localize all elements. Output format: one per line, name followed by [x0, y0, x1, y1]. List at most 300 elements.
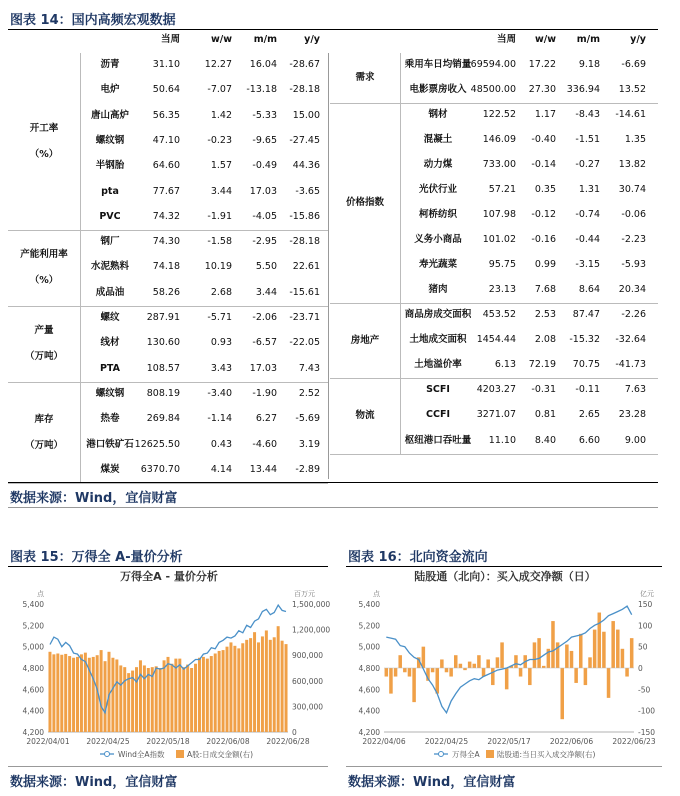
bar-mark	[115, 659, 118, 732]
cell-ww: 3.44	[210, 185, 232, 197]
cell-current: 64.60	[152, 160, 180, 172]
group-label	[330, 65, 400, 91]
bar-mark	[533, 642, 537, 668]
left-tick-label: 4,400	[358, 706, 380, 716]
cell-ww: 3.43	[210, 362, 232, 374]
bar-mark	[64, 654, 67, 732]
bar-mark	[76, 657, 79, 732]
right-tick-label: 0	[292, 728, 297, 737]
x-tick-label: 2022/05/17	[487, 737, 531, 746]
cell-yy: 7.63	[624, 384, 646, 395]
bar-mark	[56, 653, 59, 732]
legend-line-label: 万得全A	[452, 750, 480, 759]
cell-yy: 3.19	[298, 438, 320, 450]
left-tick-label: 4,800	[358, 664, 380, 673]
group-label	[8, 242, 80, 294]
cell-yy: 7.43	[298, 362, 320, 374]
bar-mark	[237, 648, 240, 732]
bar-mark	[198, 658, 201, 732]
row-label: 土地成交面积	[409, 334, 467, 345]
bar-mark	[611, 621, 615, 668]
row-label: 光伏行业	[418, 184, 457, 195]
cell-current: 23.13	[488, 284, 516, 295]
cell-mm: 1.31	[578, 184, 600, 195]
table-header-cur: 当周	[160, 34, 180, 45]
group-label	[330, 328, 400, 354]
chart15-bottom-rule	[8, 766, 328, 767]
group-column-divider	[80, 53, 81, 483]
bar-mark	[174, 659, 177, 732]
cell-yy: -2.89	[295, 463, 320, 475]
chart16-source: 数据来源：Wind，宜信财富	[348, 775, 516, 790]
bar-mark	[194, 664, 197, 732]
bar-mark	[269, 640, 272, 732]
right-unit: 亿元	[640, 590, 654, 598]
bar-mark	[440, 659, 444, 668]
bar-mark	[519, 668, 523, 677]
cell-yy: -2.23	[621, 234, 646, 245]
cell-current: 57.21	[488, 184, 516, 195]
chart15-title: 图表 15：万得全 A-量价分析	[10, 550, 183, 565]
group-label-line: 价格指数	[345, 197, 384, 208]
bar-mark	[598, 613, 602, 668]
table-source: 数据来源：Wind，宜信财富	[10, 491, 178, 506]
left-tick-label: 5,400	[22, 600, 44, 609]
row-label: PVC	[99, 210, 121, 222]
row-label: pta	[101, 185, 119, 197]
bar-mark	[210, 656, 213, 732]
cell-current: 56.35	[152, 109, 180, 121]
cell-mm: 336.94	[566, 84, 600, 95]
row-label: 半钢胎	[95, 160, 125, 172]
bar-mark	[537, 638, 541, 668]
cell-current: 808.19	[146, 387, 180, 399]
row-label: 钢厂	[100, 236, 120, 248]
row-label: 土地溢价率	[414, 359, 462, 370]
right-unit: 百万元	[294, 590, 315, 598]
group-label	[8, 407, 80, 459]
cell-current: 733.00	[482, 159, 516, 170]
cell-mm: 8.64	[578, 284, 600, 295]
group-label-line: （万吨）	[24, 350, 63, 362]
cell-ww: -0.23	[207, 134, 232, 146]
row-label: 螺纹钢	[95, 387, 125, 399]
cell-ww: 7.68	[534, 284, 556, 295]
bar-mark	[48, 652, 51, 732]
bar-mark	[186, 665, 189, 732]
cell-mm: -6.57	[252, 337, 277, 349]
cell-mm: -1.51	[575, 134, 600, 145]
legend-bar-swatch	[486, 750, 494, 758]
right-tick-label: 0	[638, 664, 643, 673]
cell-ww: 0.99	[534, 259, 556, 270]
left-unit: 点	[37, 590, 44, 598]
right-tick-label: 50	[638, 642, 648, 652]
cell-current: 287.91	[146, 312, 180, 323]
bar-mark	[496, 657, 500, 668]
bar-mark	[394, 668, 398, 677]
bar-mark	[570, 651, 574, 668]
bar-mark	[389, 668, 393, 694]
cell-yy: 44.36	[292, 160, 320, 172]
bar-mark	[473, 664, 477, 668]
cell-mm: 5.50	[255, 261, 277, 273]
bar-mark	[135, 667, 138, 732]
bar-mark	[190, 668, 193, 732]
cell-yy: -32.64	[615, 334, 646, 345]
row-label: 动力煤	[423, 159, 453, 170]
cell-ww: -7.07	[207, 84, 232, 96]
bar-mark	[72, 658, 75, 732]
right-tick-label: 150	[638, 600, 653, 609]
left-tick-label: 5,000	[22, 642, 44, 652]
cell-current: 101.02	[482, 234, 516, 245]
group-divider	[8, 230, 328, 231]
bar-mark	[588, 657, 592, 668]
group-label	[8, 116, 80, 168]
cell-mm: -0.49	[252, 160, 277, 172]
cell-mm: -9.65	[252, 134, 277, 146]
cell-ww: 1.17	[534, 109, 556, 120]
row-label: 螺纹	[100, 312, 120, 323]
group-divider	[330, 378, 658, 379]
cell-yy: -3.65	[295, 185, 320, 197]
cell-yy: 30.74	[618, 184, 646, 195]
cell-mm: 17.03	[249, 185, 277, 197]
cell-current: 4203.27	[476, 384, 516, 395]
left-unit: 点	[373, 590, 380, 598]
bar-mark	[468, 662, 472, 668]
cell-current: 269.84	[146, 413, 180, 425]
bar-mark	[52, 654, 55, 732]
cell-mm: -15.32	[569, 334, 600, 345]
bar-mark	[412, 668, 416, 702]
group-divider	[8, 306, 328, 307]
right-tick-label: 900,000	[292, 651, 324, 661]
bar-mark	[104, 661, 107, 732]
cell-ww: 1.57	[210, 160, 232, 172]
row-label: 乘用车日均销量	[404, 59, 472, 70]
cell-ww: -0.12	[531, 209, 556, 220]
bar-mark	[249, 638, 252, 732]
cell-current: 12625.50	[134, 438, 180, 450]
x-tick-label: 2022/04/01	[26, 737, 70, 746]
cell-yy: -2.26	[621, 309, 646, 320]
table-header-mm: m/m	[576, 34, 600, 45]
bar-mark	[625, 668, 629, 677]
bar-mark	[565, 645, 569, 668]
group-divider	[330, 303, 658, 304]
cell-mm: -8.43	[575, 109, 600, 120]
bar-mark	[143, 665, 146, 732]
bar-mark	[127, 673, 130, 732]
cell-yy: 1.35	[624, 134, 646, 145]
bar-mark	[119, 665, 122, 732]
bar-mark	[182, 667, 185, 732]
chart-inner-title: 陆股通（北向）：买入成交净额（日）	[414, 570, 596, 583]
cell-mm: -0.74	[575, 209, 600, 220]
cell-current: 48500.00	[470, 84, 516, 95]
bar-mark	[80, 654, 83, 732]
cell-current: 453.52	[482, 309, 516, 320]
cell-mm: -2.06	[252, 312, 277, 323]
bar-mark	[542, 666, 546, 668]
cell-mm: -5.33	[252, 109, 277, 121]
bar-mark	[607, 668, 611, 698]
bar-mark	[514, 655, 518, 668]
bar-mark	[385, 668, 389, 677]
group-label	[330, 190, 400, 216]
group-label-line: （万吨）	[24, 439, 63, 451]
bar-mark	[123, 667, 126, 732]
cell-current: 58.26	[152, 286, 180, 298]
legend-line-label: Wind全A指数	[118, 750, 165, 759]
bar-mark	[398, 655, 402, 668]
table-bottom-rule	[8, 482, 658, 483]
bar-mark	[408, 668, 412, 677]
bar-mark	[491, 668, 495, 685]
bar-mark	[281, 641, 284, 732]
right-tick-label: 100	[638, 621, 653, 631]
cell-mm: -3.15	[575, 259, 600, 270]
left-tick-label: 5,400	[358, 600, 380, 609]
x-tick-label: 2022/06/08	[206, 737, 250, 746]
cell-mm: 87.47	[572, 309, 600, 320]
cell-mm: 3.44	[255, 286, 277, 298]
bar-mark	[579, 634, 583, 668]
x-tick-label: 2022/06/06	[549, 737, 594, 746]
x-tick-label: 2022/04/25	[86, 737, 130, 746]
legend-bar-label: 陆股通:当日买入成交净额(右)	[497, 750, 596, 759]
cell-yy: 23.28	[618, 409, 646, 421]
bar-mark	[551, 621, 555, 668]
bar-mark	[261, 636, 264, 732]
row-label: 猪肉	[428, 284, 448, 295]
bar-mark	[431, 668, 435, 672]
bar-mark	[584, 668, 588, 685]
cell-mm: -4.05	[252, 210, 277, 222]
bar-mark	[229, 642, 232, 732]
group-divider	[8, 483, 328, 484]
row-label: PTA	[99, 362, 121, 374]
cell-ww: 0.43	[210, 438, 232, 450]
bar-mark	[170, 664, 173, 732]
bar-mark	[477, 655, 481, 668]
cell-current: 95.75	[488, 259, 516, 270]
cell-ww: 17.22	[528, 59, 556, 70]
cell-current: 31.10	[152, 59, 180, 70]
row-label: CCFI	[426, 409, 450, 421]
row-label: 柯桥纺织	[418, 209, 457, 220]
cell-yy: 22.61	[292, 261, 320, 273]
cell-ww: 12.27	[204, 59, 232, 70]
bar-mark	[139, 660, 142, 732]
chart15-svg	[8, 566, 330, 766]
bar-mark	[245, 640, 248, 732]
bar-mark	[226, 647, 229, 732]
left-tick-label: 4,200	[22, 728, 44, 737]
left-tick-label: 4,600	[358, 685, 380, 695]
cell-ww: 0.81	[534, 409, 556, 421]
cell-current: 108.57	[146, 362, 180, 374]
cell-yy: 13.82	[618, 159, 646, 170]
cell-ww: -0.31	[531, 384, 556, 395]
group-label-line: 库存	[34, 413, 54, 425]
bar-mark	[159, 668, 162, 732]
bar-mark	[68, 656, 71, 732]
right-tick-label: 300,000	[292, 702, 324, 712]
cell-ww: -1.58	[207, 236, 232, 248]
bar-mark	[100, 650, 103, 732]
left-tick-label: 4,400	[22, 706, 44, 716]
bar-mark	[218, 651, 221, 732]
bar-mark	[528, 668, 532, 685]
cell-mm: -1.90	[252, 387, 277, 399]
bar-mark	[241, 643, 244, 732]
cell-current: 146.09	[482, 134, 516, 145]
bar-mark	[621, 649, 625, 668]
group-label-line: 需求	[355, 72, 375, 83]
legend-bar-label: A股:日成交金额(右)	[187, 750, 254, 759]
cell-ww: 1.42	[210, 109, 232, 121]
cell-yy: 15.00	[292, 109, 320, 121]
cell-ww: 27.30	[528, 84, 556, 95]
table-title: 图表 14：国内高频宏观数据	[10, 13, 176, 28]
bar-mark	[449, 668, 453, 677]
row-label: 水泥熟料	[90, 261, 129, 273]
table-center-divider	[328, 53, 329, 479]
bar-mark	[486, 659, 490, 668]
cell-current: 77.67	[152, 185, 180, 197]
cell-mm: 13.44	[249, 463, 277, 475]
table-top-rule	[8, 29, 658, 30]
bar-mark	[403, 668, 407, 672]
chart15-source: 数据来源：Wind，宜信财富	[10, 775, 178, 790]
bar-mark	[445, 668, 449, 672]
left-tick-label: 5,200	[22, 621, 44, 631]
cell-yy: -5.69	[295, 413, 320, 425]
cell-ww: 4.14	[210, 463, 232, 475]
x-tick-label: 2022/06/28	[266, 737, 310, 746]
chart16-bottom-rule	[346, 766, 662, 767]
bar-mark	[92, 657, 95, 732]
cell-yy: 13.52	[618, 84, 646, 95]
row-label: 煤炭	[100, 463, 120, 475]
bar-mark	[222, 650, 225, 732]
cell-mm: 6.27	[255, 413, 277, 425]
bar-mark	[285, 644, 288, 732]
bar-mark	[167, 657, 170, 732]
cell-yy: -41.73	[615, 359, 646, 370]
cell-mm: 16.04	[249, 59, 277, 70]
cell-yy: -14.61	[615, 109, 646, 120]
cell-yy: -0.06	[621, 209, 646, 220]
cell-ww: 2.68	[210, 286, 232, 298]
cell-yy: -28.18	[289, 84, 320, 96]
cell-current: 74.18	[152, 261, 180, 273]
row-label: 电炉	[100, 84, 120, 96]
cell-current: 6.13	[494, 359, 516, 370]
bar-mark	[574, 668, 578, 683]
cell-current: 47.10	[152, 134, 180, 146]
cell-mm: -0.11	[575, 384, 600, 395]
bar-mark	[233, 646, 236, 732]
group-label	[330, 403, 400, 429]
cell-mm: -0.44	[575, 234, 600, 245]
row-label: 唐山高炉	[90, 109, 129, 121]
bar-mark	[500, 642, 504, 668]
right-tick-label: -150	[638, 728, 656, 737]
row-label: 热卷	[100, 413, 120, 425]
bar-mark	[163, 660, 166, 732]
row-label: 螺纹钢	[95, 134, 125, 146]
cell-current: 1454.44	[476, 334, 516, 345]
chart-inner-title: 万得全A - 量价分析	[120, 570, 218, 583]
group-column-divider	[400, 53, 401, 454]
bar-mark	[602, 632, 606, 668]
row-label: 枢纽港口吞吐量	[404, 434, 472, 446]
cell-ww: -0.14	[531, 159, 556, 170]
bar-mark	[616, 630, 620, 668]
cell-current: 69594.00	[470, 59, 516, 70]
legend-line-marker	[105, 752, 110, 757]
chart16-svg	[346, 566, 664, 766]
cell-mm: 9.18	[578, 59, 600, 70]
bar-mark	[257, 642, 260, 732]
cell-yy: -28.67	[289, 59, 320, 70]
x-tick-label: 2022/04/06	[362, 737, 406, 746]
table-header-yy: y/y	[304, 34, 320, 45]
row-label: SCFI	[426, 384, 450, 395]
cell-mm: -0.27	[575, 159, 600, 170]
bar-mark	[147, 668, 150, 732]
bar-mark	[253, 632, 256, 732]
cell-current: 107.98	[482, 209, 516, 220]
cell-ww: 72.19	[528, 359, 556, 370]
cell-yy: -15.61	[289, 286, 320, 298]
cell-yy: -23.71	[289, 312, 320, 323]
row-label: 电影票房收入	[409, 84, 467, 95]
legend-line-marker	[439, 752, 444, 757]
row-label: 钢材	[428, 109, 448, 120]
cell-mm: 70.75	[572, 359, 600, 370]
bar-mark	[422, 647, 426, 668]
bar-mark	[593, 630, 597, 668]
cell-yy: 9.00	[624, 434, 646, 446]
bar-mark	[214, 653, 217, 732]
cell-ww: 2.08	[534, 334, 556, 345]
bar-mark	[560, 668, 564, 719]
cell-current: 130.60	[146, 337, 180, 349]
left-tick-label: 4,800	[22, 664, 44, 673]
bar-mark	[454, 655, 458, 668]
cell-ww: -1.14	[207, 413, 232, 425]
group-divider	[330, 454, 658, 455]
row-label: 沥青	[100, 59, 120, 70]
bar-mark	[202, 657, 205, 732]
cell-ww: -1.91	[207, 210, 232, 222]
chart16-title: 图表 16：北向资金流向	[348, 550, 488, 565]
row-label: 线材	[100, 337, 120, 349]
bar-mark	[459, 664, 463, 668]
bar-mark	[463, 668, 467, 670]
cell-current: 74.30	[152, 236, 180, 248]
cell-yy: -6.69	[621, 59, 646, 70]
cell-ww: 8.40	[534, 434, 556, 446]
row-label: 商品房成交面积	[404, 309, 472, 320]
right-tick-label: -50	[638, 685, 651, 695]
row-label: 港口铁矿石	[86, 438, 134, 450]
